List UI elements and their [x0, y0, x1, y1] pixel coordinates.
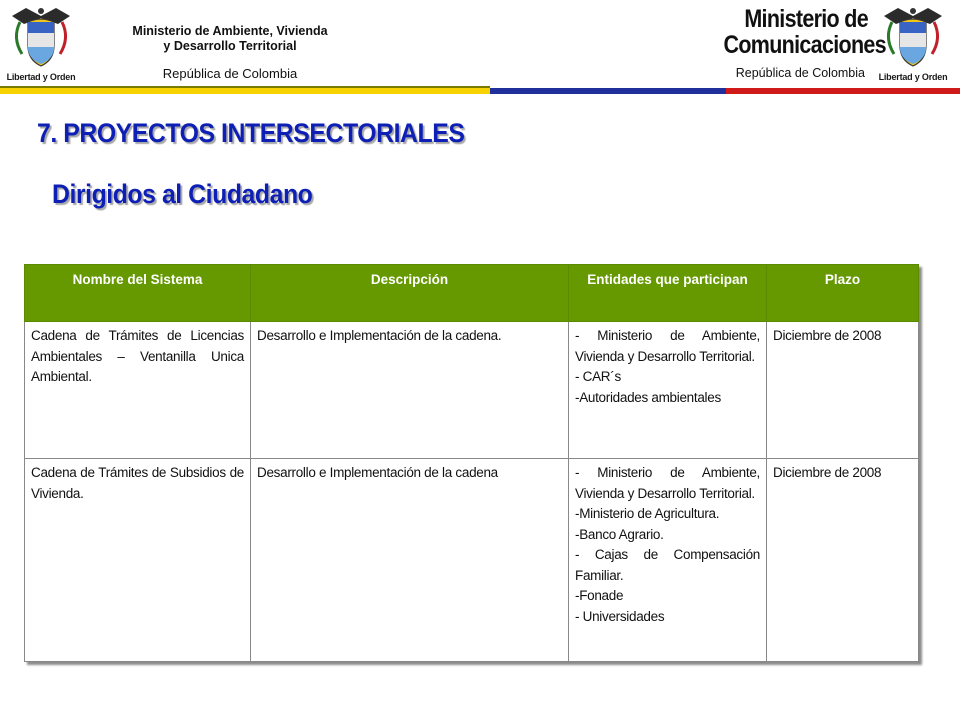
- cell-nombre: Cadena de Trámites de Licencias Ambientales – Ventanilla Unica Ambiental.: [25, 322, 251, 459]
- cell-entidades: [569, 459, 767, 662]
- entidad-item: -Ministerio de Agricultura.: [575, 506, 720, 521]
- left-country-name: República de Colombia: [162, 66, 298, 81]
- cell-plazo: Diciembre de 2008: [767, 459, 919, 662]
- cell-plazo: Diciembre de 2008: [767, 322, 919, 459]
- header-entidades: Entidades que participan: [569, 265, 767, 322]
- entidad-item: -Autoridades ambientales: [575, 389, 721, 405]
- entidad-item: - Universidades: [575, 608, 665, 624]
- left-ministry-name-line1: Ministerio de Ambiente, Vivienda: [132, 24, 328, 38]
- colombia-coat-of-arms-right: [878, 2, 948, 86]
- entidad-item: - Ministerio de Ambiente, Vivienda y Desarrollo Territorial.: [575, 328, 760, 364]
- seal-caption-left: Libertad y Orden: [6, 72, 76, 82]
- entidad-item: -Fonade: [575, 588, 624, 603]
- right-ministry-block: [700, 5, 886, 80]
- coat-of-arms-icon: [6, 2, 76, 72]
- cell-descripcion: Desarrollo e Implementación de la cadena.: [251, 322, 569, 459]
- coat-of-arms-icon: [878, 2, 948, 72]
- colombia-coat-of-arms-left: [6, 2, 76, 86]
- header-nombre: Nombre del Sistema: [25, 265, 251, 322]
- entidad-item: - Cajas de Compensación Familiar.: [575, 547, 760, 583]
- table-row: [25, 459, 919, 662]
- left-ministry-block: [95, 24, 365, 81]
- left-ministry-name-line2: y Desarrollo Territorial: [163, 39, 297, 53]
- table-row: [25, 322, 919, 459]
- right-ministry-name-line2: Comunicaciones: [723, 31, 886, 59]
- cell-descripcion: Desarrollo e Implementación de la cadena: [251, 459, 569, 662]
- entidad-item: -Banco Agrario.: [575, 526, 664, 542]
- section-title: 7. PROYECTOS INTERSECTORIALES: [37, 118, 465, 148]
- right-ministry-name-line1: Ministerio de: [744, 5, 868, 33]
- cell-nombre: Cadena de Trámites de Subsidios de Vivienda.: [25, 459, 251, 662]
- entidad-item: - Ministerio de Ambiente, Vivienda y Desarrollo Territorial.: [575, 465, 760, 501]
- right-country-name: República de Colombia: [735, 66, 865, 80]
- section-subtitle: Dirigidos al Ciudadano: [52, 179, 313, 209]
- header-descripcion: Descripción: [251, 265, 569, 322]
- flag-stripe-blue: [490, 88, 726, 94]
- entidad-item: - CAR´s: [575, 369, 621, 384]
- header-plazo: Plazo: [767, 265, 919, 322]
- flag-stripe-yellow: [0, 88, 490, 94]
- flag-stripe-red: [726, 88, 960, 94]
- projects-table: [24, 264, 919, 662]
- table-header-row: [25, 265, 919, 322]
- page-header: [0, 0, 960, 96]
- seal-caption-right: Libertad y Orden: [878, 72, 948, 82]
- cell-entidades: [569, 322, 767, 459]
